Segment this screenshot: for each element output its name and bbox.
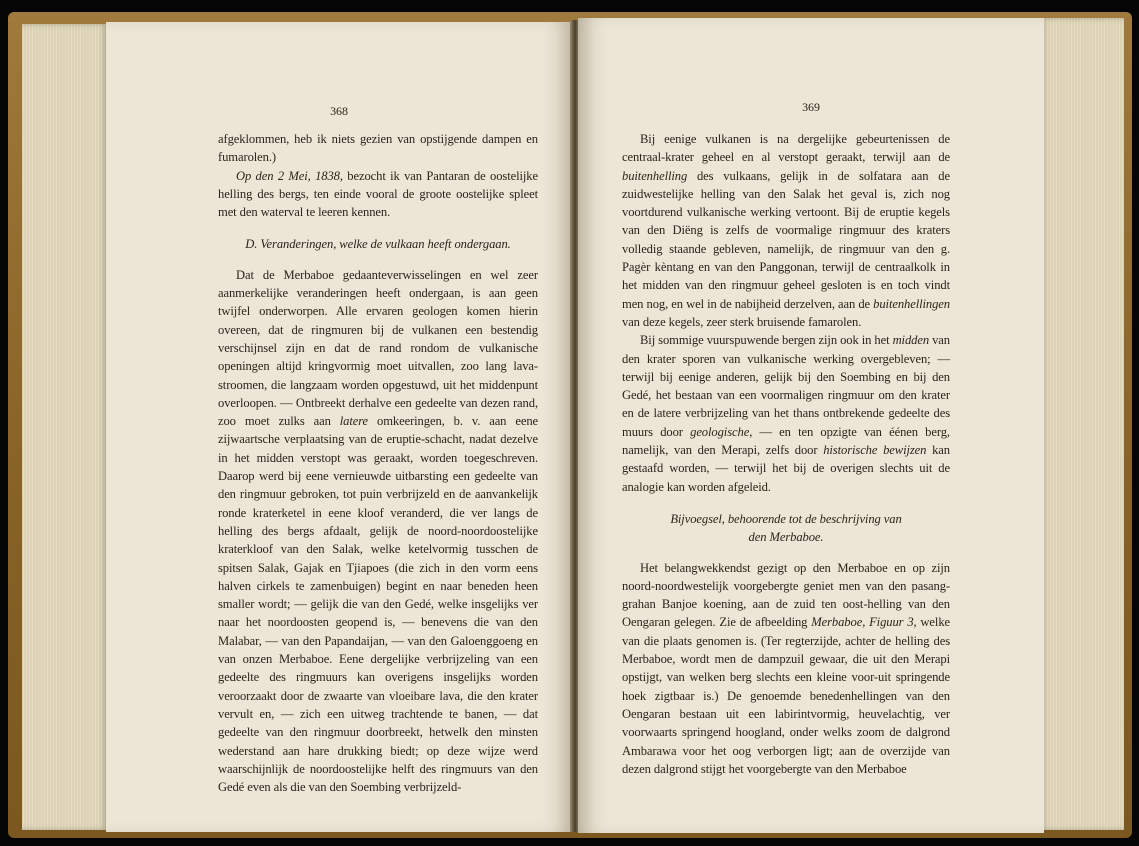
right-paragraph-2: Bij sommige vuurspuwende bergen zijn ook in het midden van den krater sporen van vulkanische werking overgebleven; — terwijl bij eenige anderen, gelijk bij den Soembing en bij den Gedé, het bestaan van een voormaligen ringmuur om den krater en de latere verbrijzeling van het thans ontbrekende gedeelte des muurs door geologische, — en ten opzigte van éénen berg, namelijk, van den Merapi, zelfs door historische bewijzen kan gestaafd worden, — terwijl het bij de overigen slechts uit de analogie kan worden afgeleid. — [622, 333, 950, 494]
page-edges-left — [22, 24, 108, 830]
section-heading-d: D. Veranderingen, welke de vulkaan heeft ondergaan. — [245, 237, 511, 252]
page-number-right: 369 — [802, 100, 820, 114]
left-paragraph-1: afgeklommen, heb ik niets gezien van opstijgende dampen en fumarolen.) — [218, 132, 538, 165]
right-paragraph-1: Bij eenige vulkanen is na dergelijke gebeurtenissen de centraal-krater geheel en al verstopt geraakt, terwijl aan de buitenhelling des vulkaans, gelijk in de solfatara aan de zuidwestelijke helling van den Salak het geval is, zich nog voortdurend vulkanische werking vertoont. Bij de eruptie kegels van den Diëng is zelfs de voormalige ringmuur des kraters volledig staande gebleven, namelijk, de ringmuur van den g. Pagèr kèntang en van den Panggonan, terwijl de centraalkolk in het midden van den ringmuur geheel gesloten is en toch vindt men nog, en wel in de nabijheid derzelven, aan de buitenhellingen van deze kegels, zeer sterk bruisende famarolen. — [622, 132, 950, 329]
page-number-left: 368 — [330, 104, 348, 118]
right-paragraph-3: Het belangwekkendst gezigt op den Merbaboe en op zijn noord-noordwestelijk voorgebergte geniet men van den pasang-grahan Banjoe koening, aan de zuid ten oost-helling van den Oengaran gelegen. Zie de afbeelding Merbaboe, Figuur 3, welke van die plaats genomen is. (Ter regterzijde, achter de helling des Merbaboe, wordt men de dampzuil gewaar, die uit den Merapi opstijgt, van welken berg slechts een kleine voor-uit springende hoek zigtbaar is.) De genoemde benedenhellingen van den Oengaran bestaan uit een labirintvormig, heuvelachtig, ver voorwaarts springend hoogland, onder welks zoom de dalgrond Ambarawa voor het oog verborgen ligt; aan de overzijde van dezen dalgrond stijgt het voorgebergte van den Merbaboe — [622, 560, 950, 776]
right-page-text — [622, 130, 950, 778]
page-edges-right — [1040, 18, 1124, 830]
left-page — [106, 22, 572, 832]
left-page-text — [218, 130, 538, 796]
appendix-heading: Bijvoegsel, behoorende tot de beschrijving van den Merbaboe. — [670, 511, 902, 545]
left-paragraph-3: Dat de Merbaboe gedaanteverwisselingen en wel zeer aanmerkelijke veranderingen heeft ondergaan, is aan geen twijfel onderworpen. Alle ervaren geologen komen hierin overeen, dat de ringmuren bij de vulkanen een bestendig verschijnsel zijn en dat de rand rondom de vulkanische openingen altijd kringvormig moet uitvallen, zoo lang lava-stroomen, die langzaam worden opgestuwd, uit het middenpunt overloopen. — Ontbreekt derhalve een gedeelte van dezen rand, zoo moet zulks aan latere omkeeringen, b. v. aan eene zijwaartsche verplaatsing van de eruptie-schacht, nadat dezelve in het midden verstopt was geraakt, worden toegeschreven. Daarop werd bij eene vernieuwde uitbarsting een gedeelte van den ringmuur gebroken, tot puin verbrijzeld en de aanvankelijk ronde kraterketel in eene kloof veranderd, die ver langs de helling des bergs afdaalt, gelijk de noord-noordoostelijke kraterkloof van den Salak, welke ketelvormig tusschen de spitsen Salak, Gajak en Tjiapoes (die zich in den vorm eens halven cirkels te zamenbuigen) begint en naar beneden heen smaller wordt; — gelijk die van den Gedé, welke insgelijks ver naar het noordoosten geopend is, — benevens die van den Malabar, — van den Papandaijan, — van den Galoenggoeng en van onzen Merbaboe. Eene dergelijke verbrijzeling van een gedeelte des ringmuurs kan overigens insgelijks worden veroorzaakt door de zwaarte van vloeibare lava, die den krater vervult en, — zich een uitweg trachtende te banen, — dat gedeelte van den ringmuur doorbreekt, hetwelk den minsten wederstand aan hare drukking biedt; op deze wijze werd waarschijnlijk de noordoostelijke helft des ringmuurs van den Gedé even als die van den Soembing verbrijzeld- — [218, 267, 538, 795]
left-paragraph-2: Op den 2 Mei, 1838, bezocht ik van Pantaran de oostelijke helling des bergs, ten einde vooral de groote oostelijke spleet met den waterval te leeren kennen. — [218, 168, 538, 220]
right-page — [578, 18, 1044, 833]
date-text: Op den 2 Mei, 1838, — [236, 168, 343, 183]
